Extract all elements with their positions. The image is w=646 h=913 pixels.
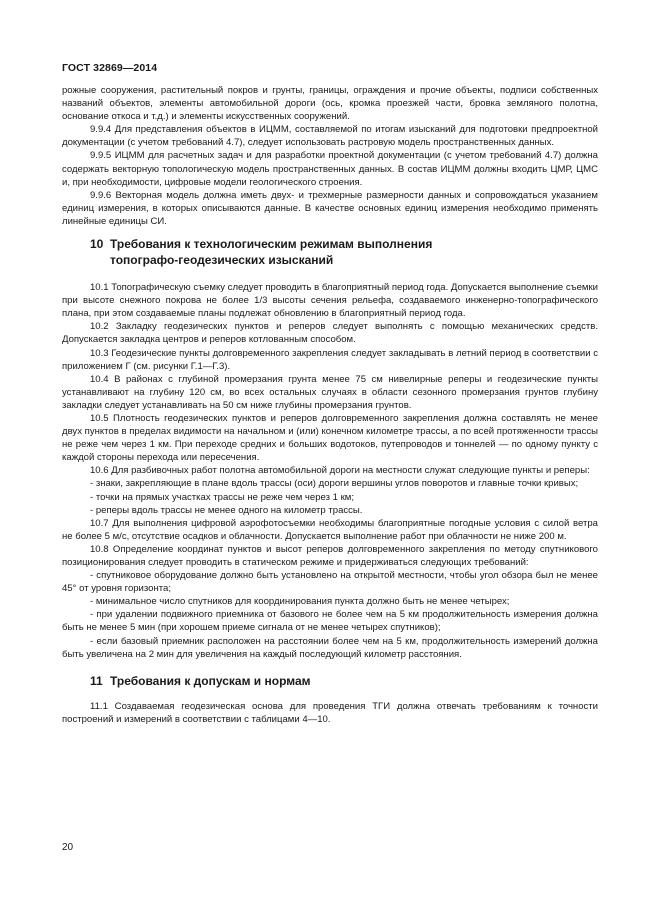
paragraph-10-4: 10.4 В районах с глубиной промерзания грунта менее 75 см нивелирные реперы и геодезические пункты устанавливают на глубину 120 см, во всех остальных случаях в области сезонного промерзания грунтов глубину закладки следует устанавливать на 50 см ниже глубины промерзания грунтов. (62, 373, 598, 411)
paragraph-9-9-6: 9.9.6 Векторная модель должна иметь двух- и трехмерные размерности данных и сопровождаться указанием единиц измерения, в которых описываются данные. В качестве основных единиц измерения необходимо применять линейные единицы СИ. (62, 189, 598, 227)
paragraph-10-6: 10.6 Для разбивочных работ полотна автомобильной дороги на местности служат следующие пункты и реперы: (90, 465, 590, 477)
paragraph-10-5: 10.5 Плотность геодезических пунктов и реперов долговременного закрепления должна составлять не менее двух пунктов в пределах видимости на начальном и (или) конечном километре трассы, а по всей протяженности трассы не реже чем через 1 км. При переходе средних и больших водотоков, путепроводов и тоннелей — по одному пункту с каждой стороны перехода или пересечения. (62, 412, 598, 464)
section-title-line2: топографо-геодезических изысканий (110, 252, 334, 267)
list-item: - спутниковое оборудование должно быть установлено на открытой местности, чтобы угол обзора был не менее 45° от уровня горизонта; (62, 570, 598, 595)
list-item: - если базовый приемник расположен на расстоянии более чем на 5 км, продолжительность измерений должна быть увеличена на 2 мин для увеличения на каждый последующий километр расстояния. (62, 635, 598, 660)
list-item: - знаки, закрепляющие в плане вдоль трассы (оси) дороги вершины углов поворотов и главные точки кривых; (90, 478, 579, 490)
paragraph-10-2: 10.2 Закладку геодезических пунктов и реперов следует выполнять с помощью механических средств. Допускается закладка центров и реперов котлованным способом. (62, 321, 598, 346)
paragraph-11-1: 11.1 Создаваемая геодезическая основа для проведения ТГИ должна отвечать требованиям к точности построений и измерений в соответствии с таблицами 4—10. (62, 701, 598, 726)
paragraph-continuation: рожные сооружения, растительный покров и грунты, границы, ограждения и прочие объекты, подписи собственных названий объектов, элементы автомобильной дороги (ось, кромка проезжей части, бровка земляного полотна, основание откоса и т.д.) и элементы искусственных сооружений. (62, 85, 598, 123)
section-title: Требования к допускам и нормам (110, 673, 311, 688)
paragraph-10-1: 10.1 Топографическую съемку следует проводить в благоприятный период года. Допускается выполнение съемки при высоте снежного покрова не более 1/3 высоты сечения рельефа, создаваемого инженерно-топографического плана, при этом создаваемые планы подлежат обновлению в благоприятный период года. (62, 282, 598, 320)
list-item: - минимальное число спутников для координирования пункта должно быть не менее четырех; (90, 596, 510, 608)
list-item: - точки на прямых участках трассы не реже чем через 1 км; (90, 491, 355, 503)
section-11-heading (62, 674, 598, 690)
list-item: - реперы вдоль трассы не менее одного на километр трассы. (90, 504, 363, 516)
list-item: - при удалении подвижного приемника от базового не более чем на 5 км продолжительность измерения должна быть не менее 5 мин (при хорошем приеме сигнала от не менее четырех спутников); (62, 609, 598, 634)
section-title-line1: Требования к технологическим режимам выполнения (110, 237, 433, 252)
paragraph-9-9-4: 9.9.4 Для представления объектов в ИЦММ, составляемой по итогам изысканий для подготовки предпроектной документации (с учетом требований 4.7), следует использовать растровую модель пространственных данных. (62, 124, 598, 149)
section-number: 11 (90, 673, 103, 688)
section-number: 10 (90, 237, 104, 252)
page-number: 20 (62, 842, 74, 853)
paragraph-9-9-5: 9.9.5 ИЦММ для расчетных задач и для разработки проектной документации (с учетом требований 4.7) должна содержать векторную топологическую модель пространственных данных. В состав ИЦММ должны входить ЦМР, ЦМС и, при необходимости, цифровые модели геологического строения. (62, 150, 598, 188)
paragraph-10-8: 10.8 Определение координат пунктов и высот реперов долговременного закрепления по методу спутникового позиционирования следует проводить в статическом режиме и придерживаться следующих требований: (62, 543, 598, 568)
section-10-heading (62, 237, 598, 268)
paragraph-10-7: 10.7 Для выполнения цифровой аэрофотосъемки необходимы благоприятные погодные условия с силой ветра не более 5 м/с, отсутствие осадков и облачности. Допускается выполнение работ при облачности не ниже 200 м. (62, 517, 598, 542)
document-code-header: ГОСТ 32869—2014 (62, 62, 158, 74)
document-body (62, 84, 598, 726)
paragraph-10-3: 10.3 Геодезические пункты долговременного закрепления следует закладывать в летний период в соответствии с приложением Г (см. рисунки Г.1—Г.3). (62, 347, 598, 372)
